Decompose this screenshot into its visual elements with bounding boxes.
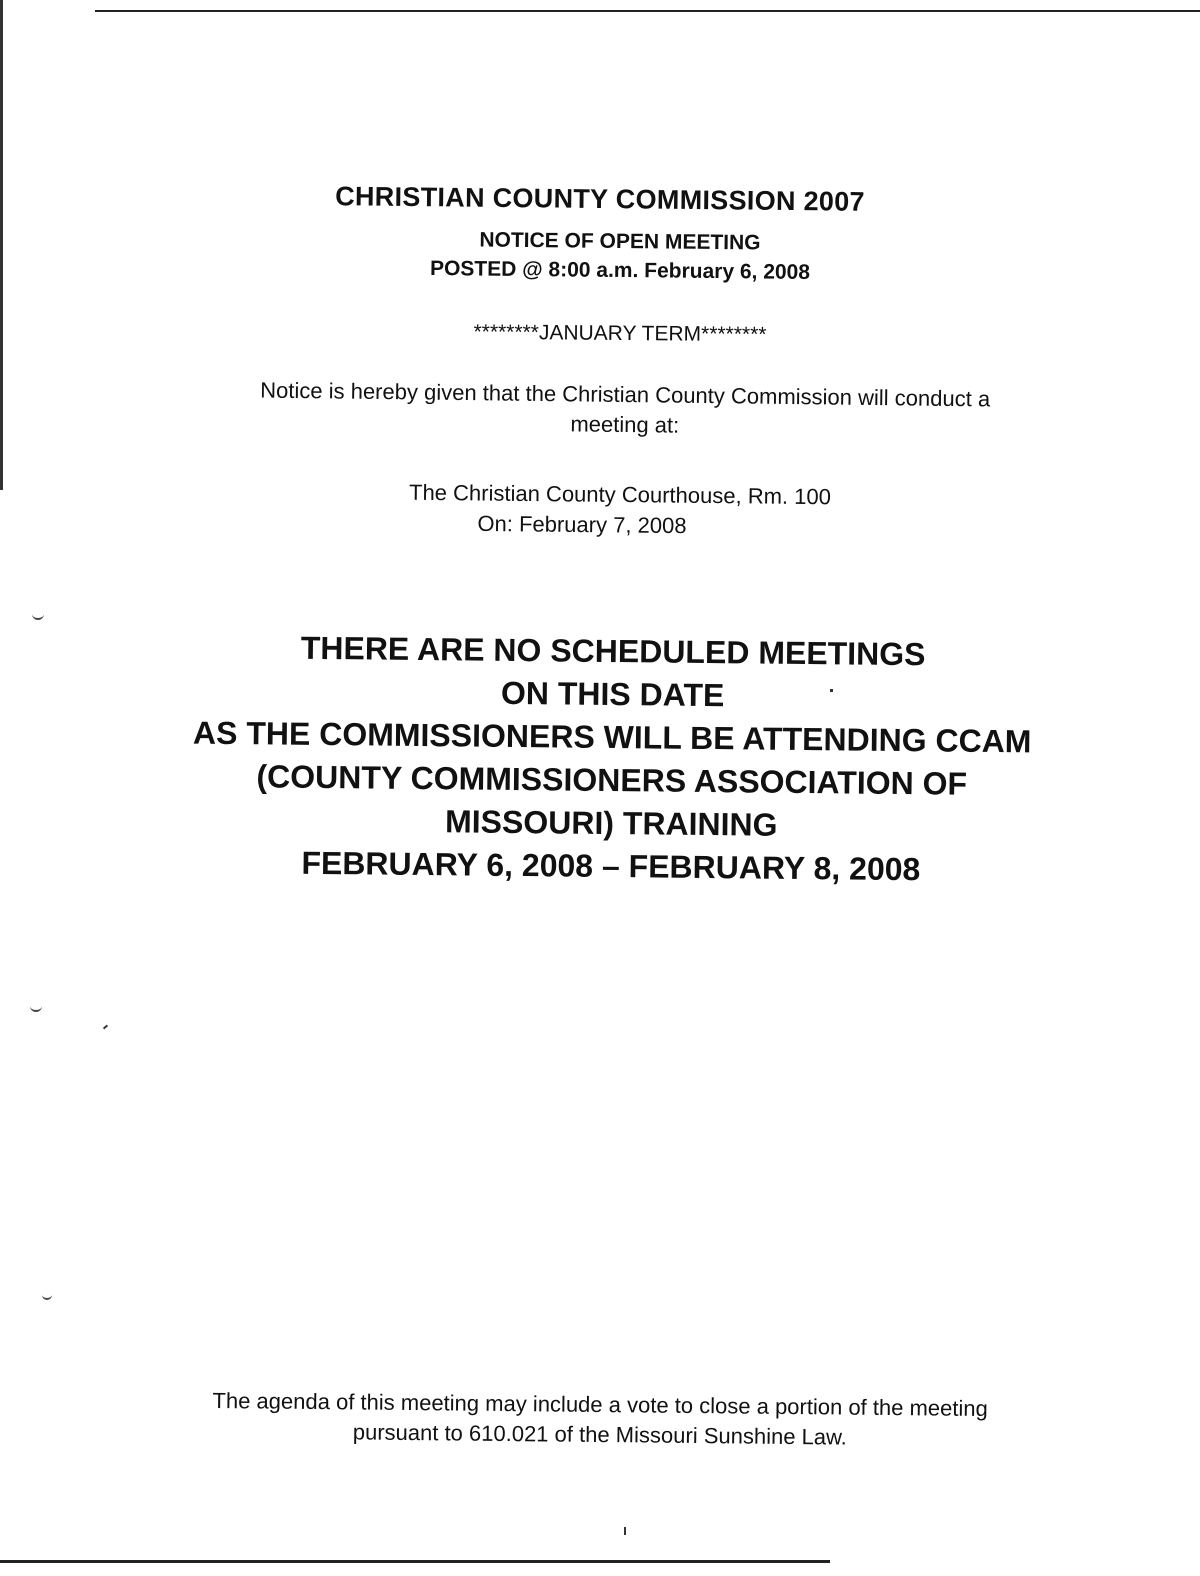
announcement-line: ON THIS DATE — [500, 674, 725, 714]
notice-paragraph — [100, 374, 1151, 447]
scan-mark — [30, 1004, 42, 1012]
announcement-line: (COUNTY COMMISSIONERS ASSOCIATION OF — [256, 758, 968, 802]
term-line: ********JANUARY TERM******** — [473, 320, 767, 347]
document-title: CHRISTIAN COUNTY COMMISSION 2007 — [335, 181, 865, 217]
announcement-line: THERE ARE NO SCHEDULED MEETINGS — [300, 629, 926, 673]
footer-note — [0, 1384, 1200, 1457]
notice-heading: NOTICE OF OPEN MEETING — [479, 228, 761, 255]
notice-line: Notice is hereby given that the Christian County Commission will conduct a — [260, 377, 991, 412]
announcement-line: FEBRUARY 6, 2008 – FEBRUARY 8, 2008 — [301, 844, 921, 888]
scan-mark — [32, 612, 44, 620]
scan-speck — [624, 1527, 626, 1535]
scan-top-border — [95, 10, 1200, 12]
scan-left-edge — [0, 0, 3, 490]
announcement-line: MISSOURI) TRAINING — [444, 803, 778, 843]
scan-speck — [103, 1025, 108, 1030]
scan-bottom-border — [0, 1560, 830, 1563]
announcement-line: AS THE COMMISSIONERS WILL BE ATTENDING CCAM — [192, 714, 1032, 760]
footer-line: pursuant to 610.021 of the Missouri Sunshine Law. — [352, 1419, 848, 1450]
announcement — [11, 624, 1200, 895]
meeting-date: On: February 7, 2008 — [477, 510, 687, 539]
meeting-location: The Christian County Courthouse, Rm. 100 — [408, 479, 832, 510]
footer-line: The agenda of this meeting may include a vote to close a portion of the meeting — [212, 1387, 988, 1422]
scan-mark — [42, 1292, 52, 1300]
notice-line: meeting at: — [570, 411, 680, 438]
posted-line: POSTED @ 8:00 a.m. February 6, 2008 — [429, 257, 811, 284]
